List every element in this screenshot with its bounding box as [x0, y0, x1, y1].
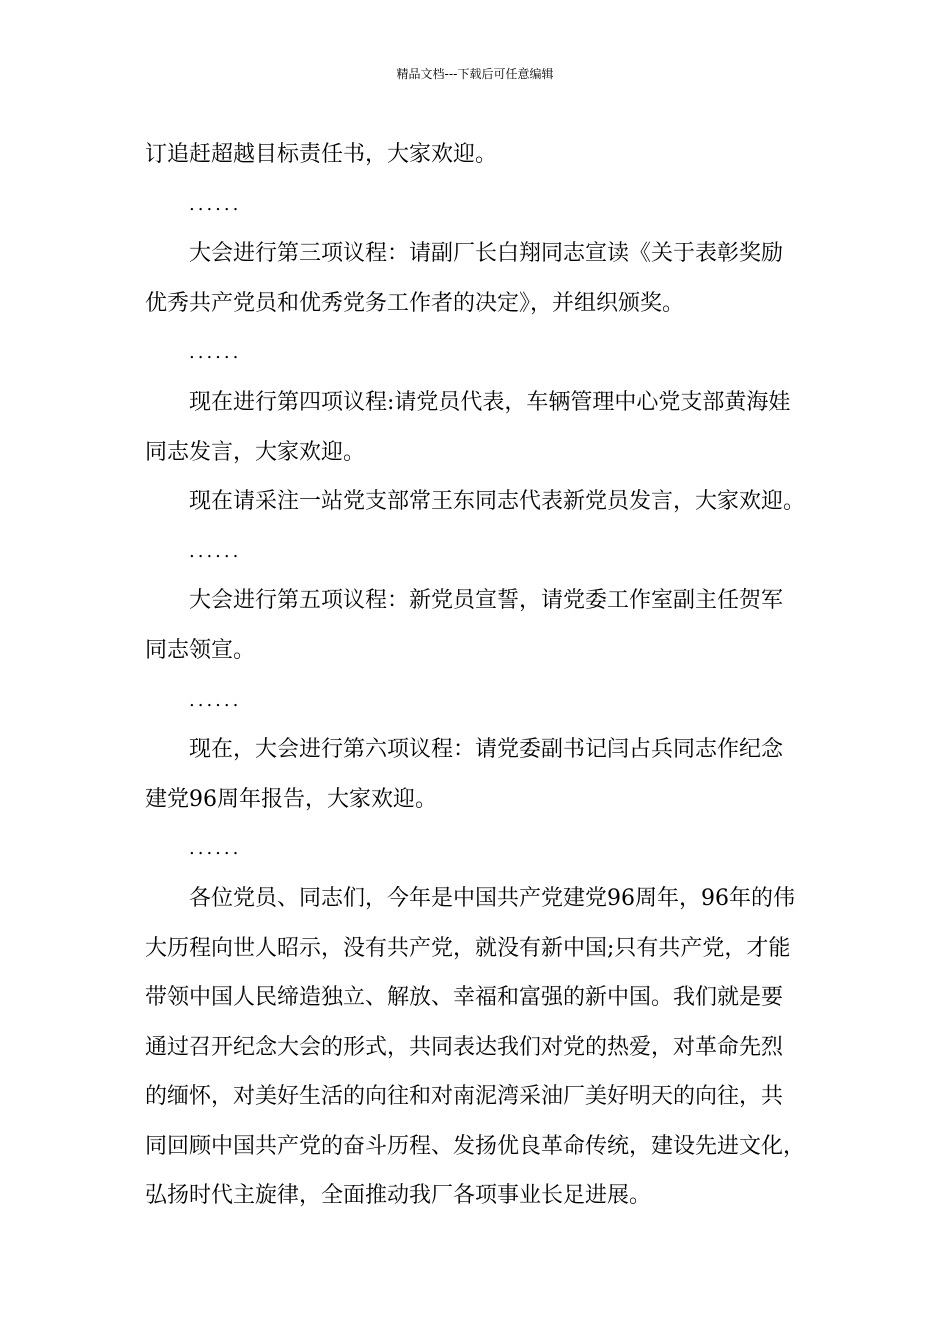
- ellipsis-line: ......: [189, 193, 242, 215]
- text-line: 现在进行第四项议程:请党员代表，车辆管理中心党支部黄海娃: [189, 389, 791, 415]
- text-line: 大会进行第三项议程：请副厂长白翔同志宣读《关于表彰奖励: [189, 241, 784, 267]
- ellipsis-line: ......: [189, 689, 242, 711]
- ellipsis-line: ......: [189, 838, 242, 860]
- text-line: 通过召开纪念大会的形式，共同表达我们对党的热爱，对革命先烈: [145, 1034, 784, 1060]
- text-line: 大会进行第五项议程：新党员宣誓，请党委工作室副主任贺军: [189, 588, 784, 614]
- ellipsis-line: ......: [189, 342, 242, 364]
- text-line: 建党96周年报告，大家欢迎。: [145, 786, 437, 812]
- text-line: 同志领宣。: [145, 637, 256, 663]
- text-line: 优秀共产党员和优秀党务工作者的决定》，并组织颁奖。: [145, 290, 685, 316]
- text-line: 现在，大会进行第六项议程：请党委副书记闫占兵同志作纪念: [189, 737, 784, 763]
- text-line: 的缅怀，对美好生活的向往和对南泥湾采油厂美好明天的向往，共: [145, 1084, 784, 1110]
- ellipsis-line: ......: [189, 540, 242, 562]
- page-header: 精品文档---下载后可任意编辑: [396, 67, 554, 81]
- text-line: 带领中国人民缔造独立、解放、幸福和富强的新中国。我们就是要: [145, 985, 784, 1011]
- text-line: 同志发言，大家欢迎。: [145, 439, 366, 465]
- text-line: 各位党员、同志们，今年是中国共产党建党96周年，96年的伟: [189, 885, 795, 911]
- text-line: 同回顾中国共产党的奋斗历程、发扬优良革命传统，建设先进文化，: [145, 1133, 806, 1159]
- document-body: [145, 130, 825, 1221]
- text-line: 订追赶超越目标责任书，大家欢迎。: [145, 142, 498, 167]
- text-line: 现在请采注一站党支部常王东同志代表新党员发言，大家欢迎。: [189, 489, 806, 515]
- text-line: 弘扬时代主旋律，全面推动我厂各项事业长足进展。: [145, 1183, 652, 1209]
- text-line: 大历程向世人昭示，没有共产党，就没有新中国;只有共产党，才能: [145, 935, 791, 961]
